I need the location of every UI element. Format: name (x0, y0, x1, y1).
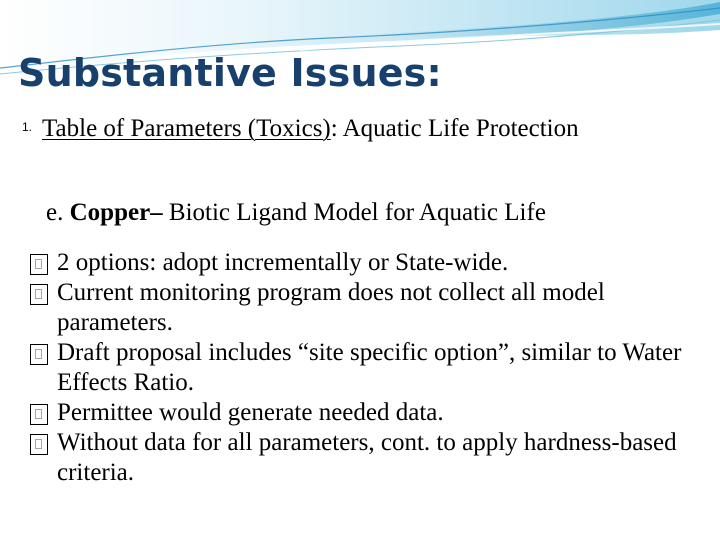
checkbox-icon (30, 284, 48, 305)
list-item-text: Draft proposal includes “site specific option”, similar to Water Effects Ratio. (57, 339, 682, 396)
slide-title: Substantive Issues: (18, 51, 442, 95)
list-item (30, 398, 700, 428)
item-number: 1. (22, 120, 33, 134)
list-item-text: Without data for all parameters, cont. to apply hardness-based criteria. (57, 429, 677, 486)
list-item-text: Permittee would generate needed data. (57, 399, 444, 426)
list-item-text: 2 options: adopt incrementally or State-wide. (57, 249, 509, 276)
checkbox-icon (30, 434, 48, 455)
subheading-letter: e. (46, 199, 64, 226)
list-item (30, 338, 700, 398)
list-item (30, 248, 700, 278)
checkbox-icon (30, 254, 48, 275)
list-item-text: Current monitoring program does not collect all model parameters. (57, 279, 605, 336)
list-item (30, 278, 700, 338)
item-heading-underlined: Table of Parameters (Toxics) (42, 115, 331, 142)
subheading-text: Biotic Ligand Model for Aquatic Life (162, 199, 546, 226)
item-heading-rest: : Aquatic Life Protection (330, 115, 579, 142)
item-heading (42, 113, 682, 144)
subheading-bold-label: Copper– (69, 199, 163, 226)
bullet-list (30, 248, 700, 488)
subheading (46, 197, 546, 228)
list-item (30, 428, 700, 488)
checkbox-icon (30, 344, 48, 365)
checkbox-icon (30, 404, 48, 425)
